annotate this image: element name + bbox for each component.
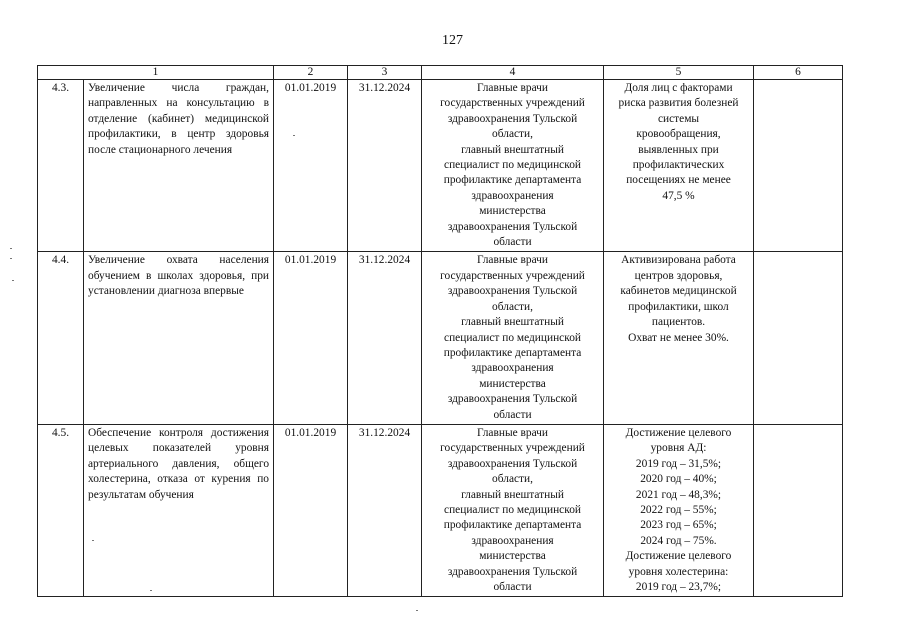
responsible-line: специалист по медицинской	[444, 331, 581, 344]
note-cell	[754, 424, 843, 596]
column-header-3: 3	[348, 66, 422, 80]
result-line: 2019 год – 23,7%;	[635, 581, 722, 593]
result-line: уровня холестерина:	[628, 565, 729, 578]
responsible-line: Главные врачи	[477, 426, 549, 439]
responsible-line: здравоохранения Тульской	[447, 393, 578, 406]
responsible-line: области	[493, 581, 532, 593]
responsible-line: специалист по медицинской	[444, 159, 581, 172]
scan-speck	[12, 280, 14, 281]
responsible-line: специалист по медицинской	[444, 503, 581, 516]
end-date: 31.12.2024	[348, 424, 422, 596]
scan-speck	[293, 135, 295, 136]
result-line: кровообращения,	[636, 128, 721, 141]
row-number: 4.5.	[38, 424, 84, 596]
start-date: 01.01.2019	[274, 424, 348, 596]
responsible-line: главный внештатный	[461, 316, 564, 329]
responsible-line: здравоохранения	[471, 189, 554, 202]
result-line: выявленных при	[638, 143, 719, 156]
result-line: кабинетов медицинской	[620, 285, 737, 298]
scan-speck	[150, 590, 152, 591]
responsible-line: государственных учреждений	[440, 269, 585, 282]
result-line: Достижение целевого	[625, 550, 732, 563]
responsible-cell	[422, 424, 604, 596]
end-date: 31.12.2024	[348, 252, 422, 424]
row-number: 4.3.	[38, 80, 84, 252]
result-cell	[604, 252, 754, 424]
column-header-1: 1	[38, 66, 274, 80]
responsible-line: министерства	[479, 205, 546, 218]
responsible-line: министерства	[479, 550, 546, 563]
responsible-line: главный внештатный	[461, 143, 564, 156]
responsible-line: здравоохранения Тульской	[447, 565, 578, 578]
responsible-line: Главные врачи	[477, 82, 549, 94]
result-line: 2021 год – 48,3%;	[635, 488, 722, 501]
start-date: 01.01.2019	[274, 252, 348, 424]
scan-speck	[10, 258, 12, 259]
responsible-line: государственных учреждений	[440, 97, 585, 110]
event-description: Увеличение охвата населения обучением в школах здоровья, при установлении диагноза впервые	[84, 252, 274, 424]
column-header-6: 6	[754, 66, 843, 80]
column-header-5: 5	[604, 66, 754, 80]
responsible-line: здравоохранения Тульской	[447, 220, 578, 233]
responsible-line: здравоохранения Тульской	[447, 285, 578, 298]
responsible-line: области,	[492, 128, 533, 141]
column-header-4: 4	[422, 66, 604, 80]
result-line: 47,5 %	[662, 189, 695, 202]
responsible-line: области,	[492, 473, 533, 486]
result-line: 2020 год – 40%;	[640, 473, 717, 486]
result-line: 2023 год – 65%;	[640, 519, 717, 532]
result-cell	[604, 424, 754, 596]
scan-speck	[416, 610, 418, 611]
note-cell	[754, 80, 843, 252]
scan-speck	[92, 540, 94, 541]
responsible-line: профилактике департамента	[443, 346, 582, 359]
result-line: профилактических	[632, 159, 725, 172]
result-line: посещениях не менее	[626, 174, 731, 187]
responsible-line: области,	[492, 300, 533, 313]
table-row	[38, 80, 843, 252]
result-line: пациентов.	[651, 316, 706, 329]
result-line: риска развития болезней	[618, 97, 739, 110]
result-line: Охват не менее 30%.	[628, 331, 729, 344]
note-cell	[754, 252, 843, 424]
event-description: Увеличение числа граждан, направленных на консультацию в отделение (кабинет) медицинской профилактики, в центр здоровья после стационарного лечения	[84, 80, 274, 252]
result-line: Достижение целевого	[625, 426, 732, 439]
responsible-line: министерства	[479, 377, 546, 390]
responsible-line: здравоохранения Тульской	[447, 457, 578, 470]
row-number: 4.4.	[38, 252, 84, 424]
result-line: профилактики, школ	[628, 300, 729, 313]
responsible-line: здравоохранения Тульской	[447, 112, 578, 125]
responsible-line: главный внештатный	[461, 488, 564, 501]
result-line: 2022 год – 55%;	[640, 503, 717, 516]
responsible-line: профилактике департамента	[443, 519, 582, 532]
result-line: центров здоровья,	[634, 269, 723, 282]
start-date: 01.01.2019	[274, 80, 348, 252]
result-line: 2024 год – 75%.	[640, 534, 717, 547]
result-cell	[604, 80, 754, 252]
result-line: системы	[657, 112, 700, 125]
scan-speck	[10, 248, 12, 249]
event-description: Обеспечение контроля достижения целевых показателей уровня артериального давления, общего холестерина, отказа от курения по результатам обучения	[84, 424, 274, 596]
plan-table	[37, 65, 843, 597]
table-row	[38, 252, 843, 424]
result-line: 2019 год – 31,5%;	[635, 457, 722, 470]
responsible-line: здравоохранения	[471, 362, 554, 375]
result-line: Активизирована работа	[621, 254, 736, 267]
responsible-line: области	[493, 236, 532, 249]
header-row	[38, 66, 843, 80]
responsible-line: Главные врачи	[477, 254, 549, 267]
result-line: Доля лиц с факторами	[624, 82, 733, 94]
responsible-line: профилактике департамента	[443, 174, 582, 187]
end-date: 31.12.2024	[348, 80, 422, 252]
responsible-cell	[422, 80, 604, 252]
page-number: 127	[442, 33, 463, 48]
responsible-line: государственных учреждений	[440, 442, 585, 455]
table-row	[38, 424, 843, 596]
responsible-line: здравоохранения	[471, 534, 554, 547]
column-header-2: 2	[274, 66, 348, 80]
responsible-line: области	[493, 408, 532, 421]
responsible-cell	[422, 252, 604, 424]
result-line: уровня АД:	[650, 442, 707, 455]
